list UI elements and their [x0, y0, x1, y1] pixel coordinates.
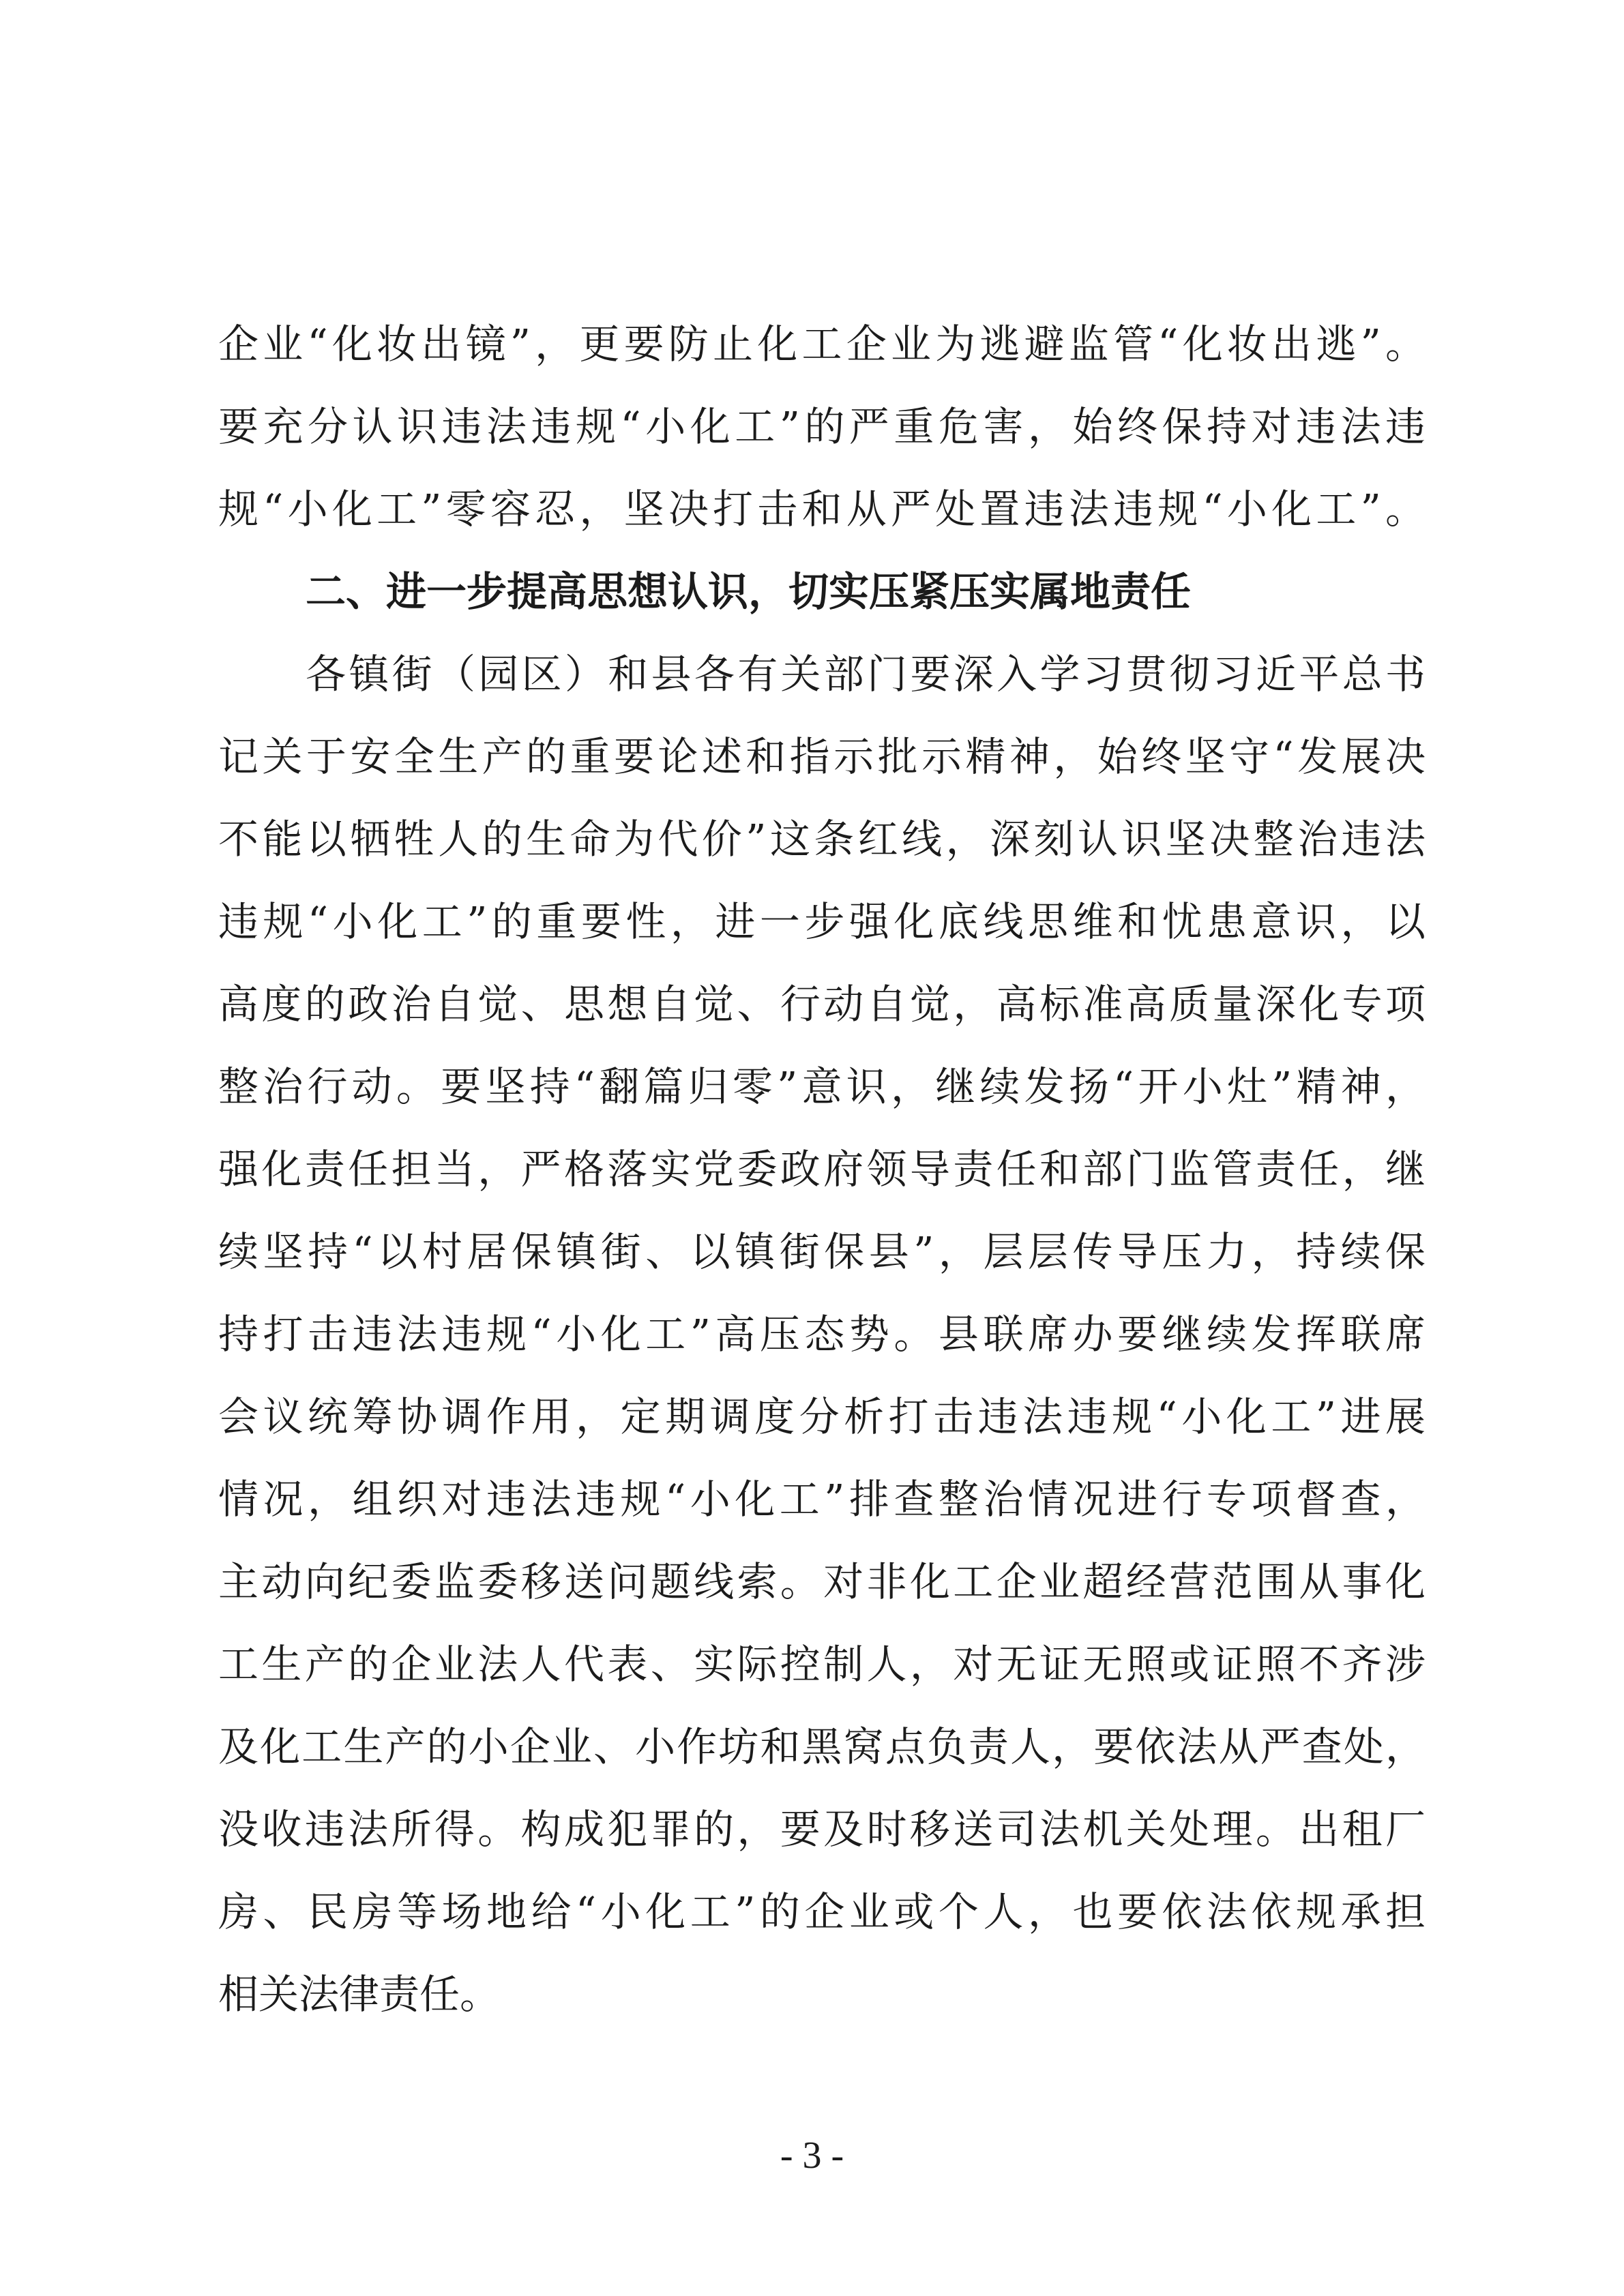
paragraph-line: 不能以牺牲人的生命为代价”这条红线，深刻认识坚决整治违法 [218, 816, 1426, 863]
paragraph-line: 相关法律责任。 [218, 1971, 501, 2018]
paragraph-line: 工生产的企业法人代表、实际控制人，对无证无照或证照不齐涉 [218, 1641, 1426, 1688]
paragraph-line: 及化工生产的小企业、小作坊和黑窝点负责人，要依法从严查处， [218, 1723, 1426, 1770]
paragraph-line: 情况，组织对违法违规“小化工”排查整治情况进行专项督查， [218, 1476, 1426, 1523]
section-heading: 二、进一步提高思想认识，切实压紧压实属地责任 [306, 568, 1192, 615]
paragraph-line: 各镇街（园区）和县各有关部门要深入学习贯彻习近平总书 [306, 651, 1426, 698]
paragraph-line: 违规“小化工”的重要性，进一步强化底线思维和忧患意识，以 [218, 898, 1426, 945]
paragraph-line: 高度的政治自觉、思想自觉、行动自觉，高标准高质量深化专项 [218, 981, 1426, 1028]
paragraph-line: 续坚持“以村居保镇街、以镇街保县”，层层传导压力，持续保 [218, 1228, 1426, 1275]
paragraph-line: 没收违法所得。构成犯罪的，要及时移送司法机关处理。出租厂 [218, 1806, 1426, 1853]
paragraph-line: 整治行动。要坚持“翻篇归零”意识，继续发扬“开小灶”精神， [218, 1063, 1426, 1110]
document-body [218, 303, 1426, 2036]
paragraph-line: 强化责任担当，严格落实党委政府领导责任和部门监管责任，继 [218, 1146, 1426, 1193]
paragraph-line: 会议统筹协调作用，定期调度分析打击违法违规“小化工”进展 [218, 1393, 1426, 1440]
continuation-line: 规“小化工”零容忍，坚决打击和从严处置违法违规“小化工”。 [218, 486, 1426, 533]
page-number: - 3 - [780, 2134, 844, 2177]
continuation-line: 企业“化妆出镜”，更要防止化工企业为逃避监管“化妆出逃”。 [218, 320, 1426, 368]
paragraph-line: 房、民房等场地给“小化工”的企业或个人，也要依法依规承担 [218, 1888, 1426, 1935]
paragraph-line: 主动向纪委监委移送问题线索。对非化工企业超经营范围从事化 [218, 1558, 1426, 1605]
paragraph-line: 记关于安全生产的重要论述和指示批示精神，始终坚守“发展决 [218, 733, 1426, 780]
paragraph-line: 持打击违法违规“小化工”高压态势。县联席办要继续发挥联席 [218, 1311, 1426, 1358]
continuation-line: 要充分认识违法违规“小化工”的严重危害，始终保持对违法违 [218, 403, 1426, 450]
